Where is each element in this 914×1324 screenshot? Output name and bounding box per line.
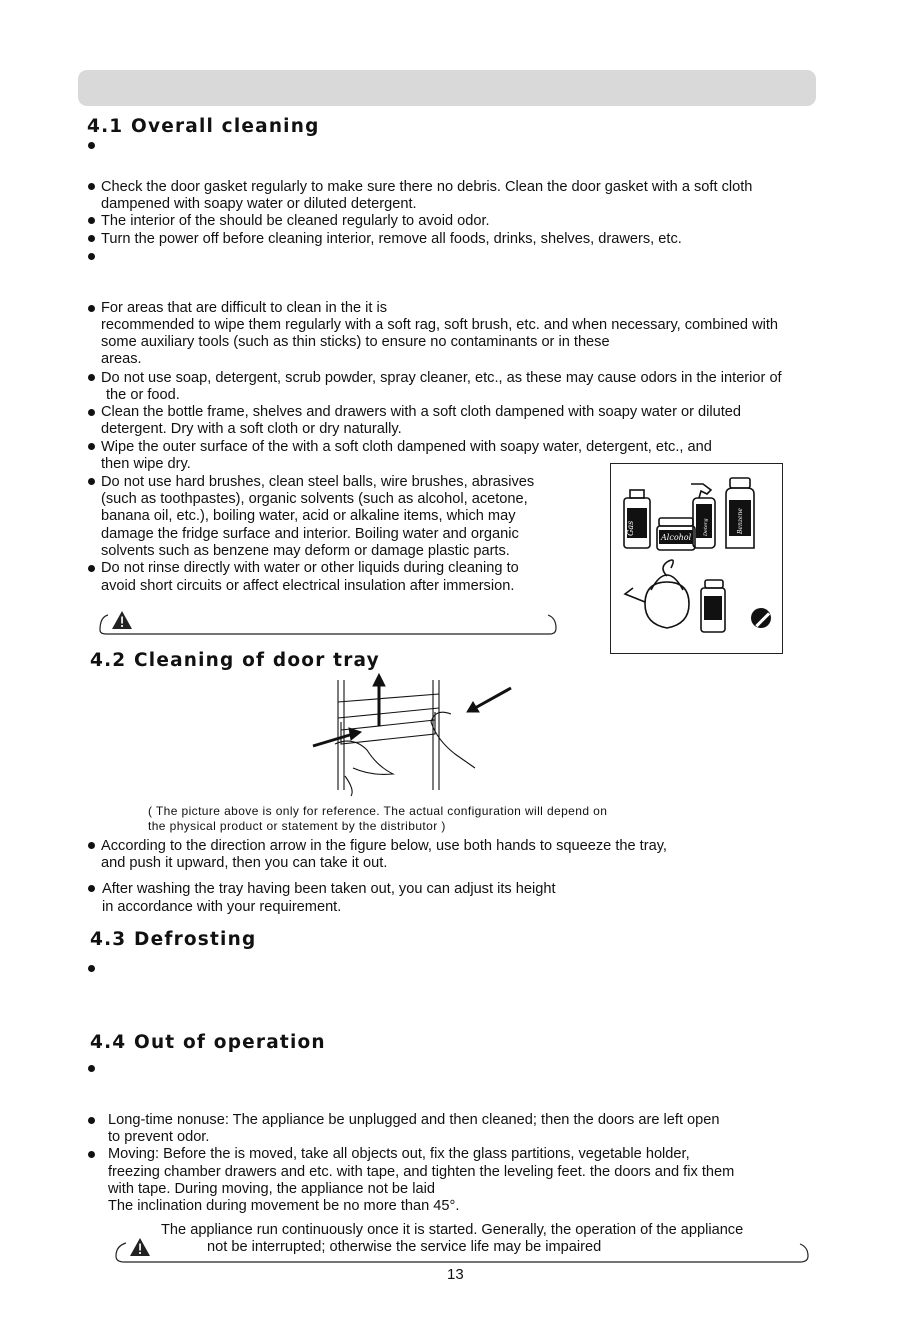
- forbidden-cleaners-illustration: [610, 463, 783, 654]
- bullet-dot: [88, 965, 95, 972]
- bullet-text: detergent. Dry with a soft cloth or dry naturally.: [101, 421, 402, 437]
- bullet-dot: [88, 253, 95, 260]
- bullet-dot: [88, 305, 95, 312]
- bullet-text: Do not use soap, detergent, scrub powder, spray cleaner, etc., as these may cause odors in the interior of: [101, 370, 782, 386]
- figure-caption: ( The picture above is only for reference. The actual configuration will depend on: [148, 804, 608, 818]
- bullet-text: Moving: Before the is moved, take all objects out, fix the glass partitions, vegetable holder,: [108, 1146, 690, 1162]
- bullet-text: avoid short circuits or affect electrical insulation after immersion.: [101, 578, 515, 594]
- bullet-text: banana oil, etc.), boiling water, acid or alkaline items, which may: [101, 508, 516, 524]
- bullet-text: solvents such as benzene may deform or damage plastic parts.: [101, 543, 510, 559]
- benzene-label: Benzene: [737, 508, 744, 534]
- bullet-text: freezing chamber drawers and etc. with tape, and tighten the leveling feet. the doors and fix them: [108, 1164, 735, 1180]
- warning-bracket: [98, 608, 560, 638]
- detergent-label: Deterg: [703, 518, 709, 536]
- warning-triangle-icon: [130, 1238, 150, 1256]
- bullet-dot: [88, 1117, 95, 1124]
- bullet-text: For areas that are difficult to clean in the it is: [101, 300, 388, 316]
- bullet-text: According to the direction arrow in the figure below, use both hands to squeeze the tray,: [101, 838, 667, 854]
- gas-label: Gas: [626, 520, 635, 536]
- bullet-dot: [88, 443, 95, 450]
- bullet-text: dampened with soapy water or diluted detergent.: [101, 196, 417, 212]
- bullet-dot: [88, 235, 95, 242]
- bullet-dot: [88, 374, 95, 381]
- bullet-text: the or food.: [106, 387, 180, 403]
- bullet-dot: [88, 409, 95, 416]
- bullet-text: some auxiliary tools (such as thin sticks) to ensure no contaminants or in these: [101, 334, 610, 350]
- bullet-dot: [88, 885, 95, 892]
- bullet-text: Turn the power off before cleaning interior, remove all foods, drinks, shelves, drawers, etc.: [101, 231, 682, 247]
- bullet-dot: [88, 183, 95, 190]
- bullet-text: After washing the tray having been taken out, you can adjust its height: [102, 881, 556, 897]
- bullet-dot: [88, 142, 95, 149]
- bullet-text: Wipe the outer surface of the with a soft cloth dampened with soapy water, detergent, etc., and: [101, 439, 712, 455]
- chapter-header-bar: [78, 70, 816, 106]
- bullet-text: Check the door gasket regularly to make sure there no debris. Clean the door gasket with a soft cloth: [101, 179, 753, 195]
- section-4-1-title: 4.1 Overall cleaning: [87, 116, 320, 137]
- bullet-text: Clean the bottle frame, shelves and drawers with a soft cloth dampened with soapy water or diluted: [101, 404, 742, 420]
- figure-caption: the physical product or statement by the distributor ): [148, 819, 446, 833]
- bullet-text: to prevent odor.: [108, 1129, 210, 1145]
- bullet-text: Long-time nonuse: The appliance be unplugged and then cleaned; then the doors are left open: [108, 1112, 720, 1128]
- alcohol-label: Alcohol: [661, 533, 692, 542]
- bullet-text: with tape. During moving, the appliance not be laid: [108, 1181, 435, 1197]
- bullet-text: in accordance with your requirement.: [102, 899, 342, 915]
- bullet-text: The inclination during movement be no more than 45°.: [108, 1198, 460, 1214]
- bullet-dot: [88, 842, 95, 849]
- bullet-text: Do not rinse directly with water or other liquids during cleaning to: [101, 560, 519, 576]
- door-tray-removal-illustration: [305, 672, 525, 802]
- bullet-dot: [88, 478, 95, 485]
- bullet-text: damage the fridge surface and interior. Boiling water and organic: [101, 526, 519, 542]
- page-number: 13: [447, 1266, 464, 1283]
- bullet-text: and push it upward, then you can take it out.: [101, 855, 388, 871]
- section-4-2-title: 4.2 Cleaning of door tray: [90, 650, 380, 671]
- bullet-text: The interior of the should be cleaned regularly to avoid odor.: [101, 213, 490, 229]
- bullet-text: then wipe dry.: [101, 456, 191, 472]
- bullet-dot: [88, 1065, 95, 1072]
- bullet-dot: [88, 565, 95, 572]
- warning-triangle-icon: [112, 611, 132, 629]
- warning-text: The appliance run continuously once it is started. Generally, the operation of the appliance: [161, 1222, 744, 1238]
- section-4-4-title: 4.4 Out of operation: [90, 1032, 326, 1053]
- bullet-dot: [88, 1151, 95, 1158]
- bullet-dot: [88, 217, 95, 224]
- bullet-text: areas.: [101, 351, 142, 367]
- bullet-text: recommended to wipe them regularly with a soft rag, soft brush, etc. and when necessary, combined with: [101, 317, 779, 333]
- section-4-3-title: 4.3 Defrosting: [90, 929, 257, 950]
- bullet-text: Do not use hard brushes, clean steel balls, wire brushes, abrasives: [101, 474, 535, 490]
- warning-text: not be interrupted; otherwise the service life may be impaired: [207, 1239, 602, 1255]
- bullet-text: (such as toothpastes), organic solvents (such as alcohol, acetone,: [101, 491, 528, 507]
